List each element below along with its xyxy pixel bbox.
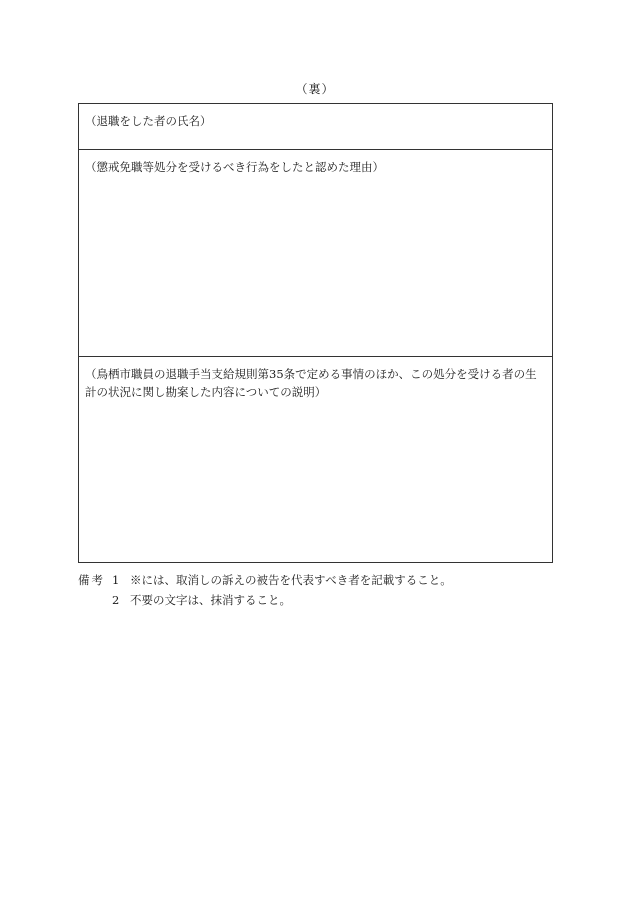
note-item-1: [78, 570, 558, 590]
livelihood-explanation-label: （鳥栖市職員の退職手当支給規則第35条で定める事情のほか、この処分を受ける者の生計の状況に関し勘案した内容についての説明）: [85, 367, 537, 399]
page-title: （裏）: [295, 82, 335, 96]
disciplinary-reason-label: （懲戒免職等処分を受けるべき行為をしたと認めた理由）: [85, 160, 384, 174]
note-number: 2: [112, 593, 120, 607]
note-text: ※には、取消しの訴えの被告を代表すべき者を記載すること。: [130, 573, 452, 587]
note-text: 不要の文字は、抹消すること。: [130, 593, 291, 607]
form-table: [78, 103, 553, 563]
notes-section: [78, 570, 558, 610]
disciplinary-reason-field[interactable]: [79, 150, 552, 357]
note-item-2: [78, 590, 558, 610]
retiree-name-field[interactable]: [79, 104, 552, 150]
livelihood-explanation-field[interactable]: [79, 357, 552, 562]
retiree-name-label: （退職をした者の氏名）: [85, 114, 212, 128]
notes-heading: 備考: [78, 573, 105, 587]
note-number: 1: [112, 573, 120, 587]
